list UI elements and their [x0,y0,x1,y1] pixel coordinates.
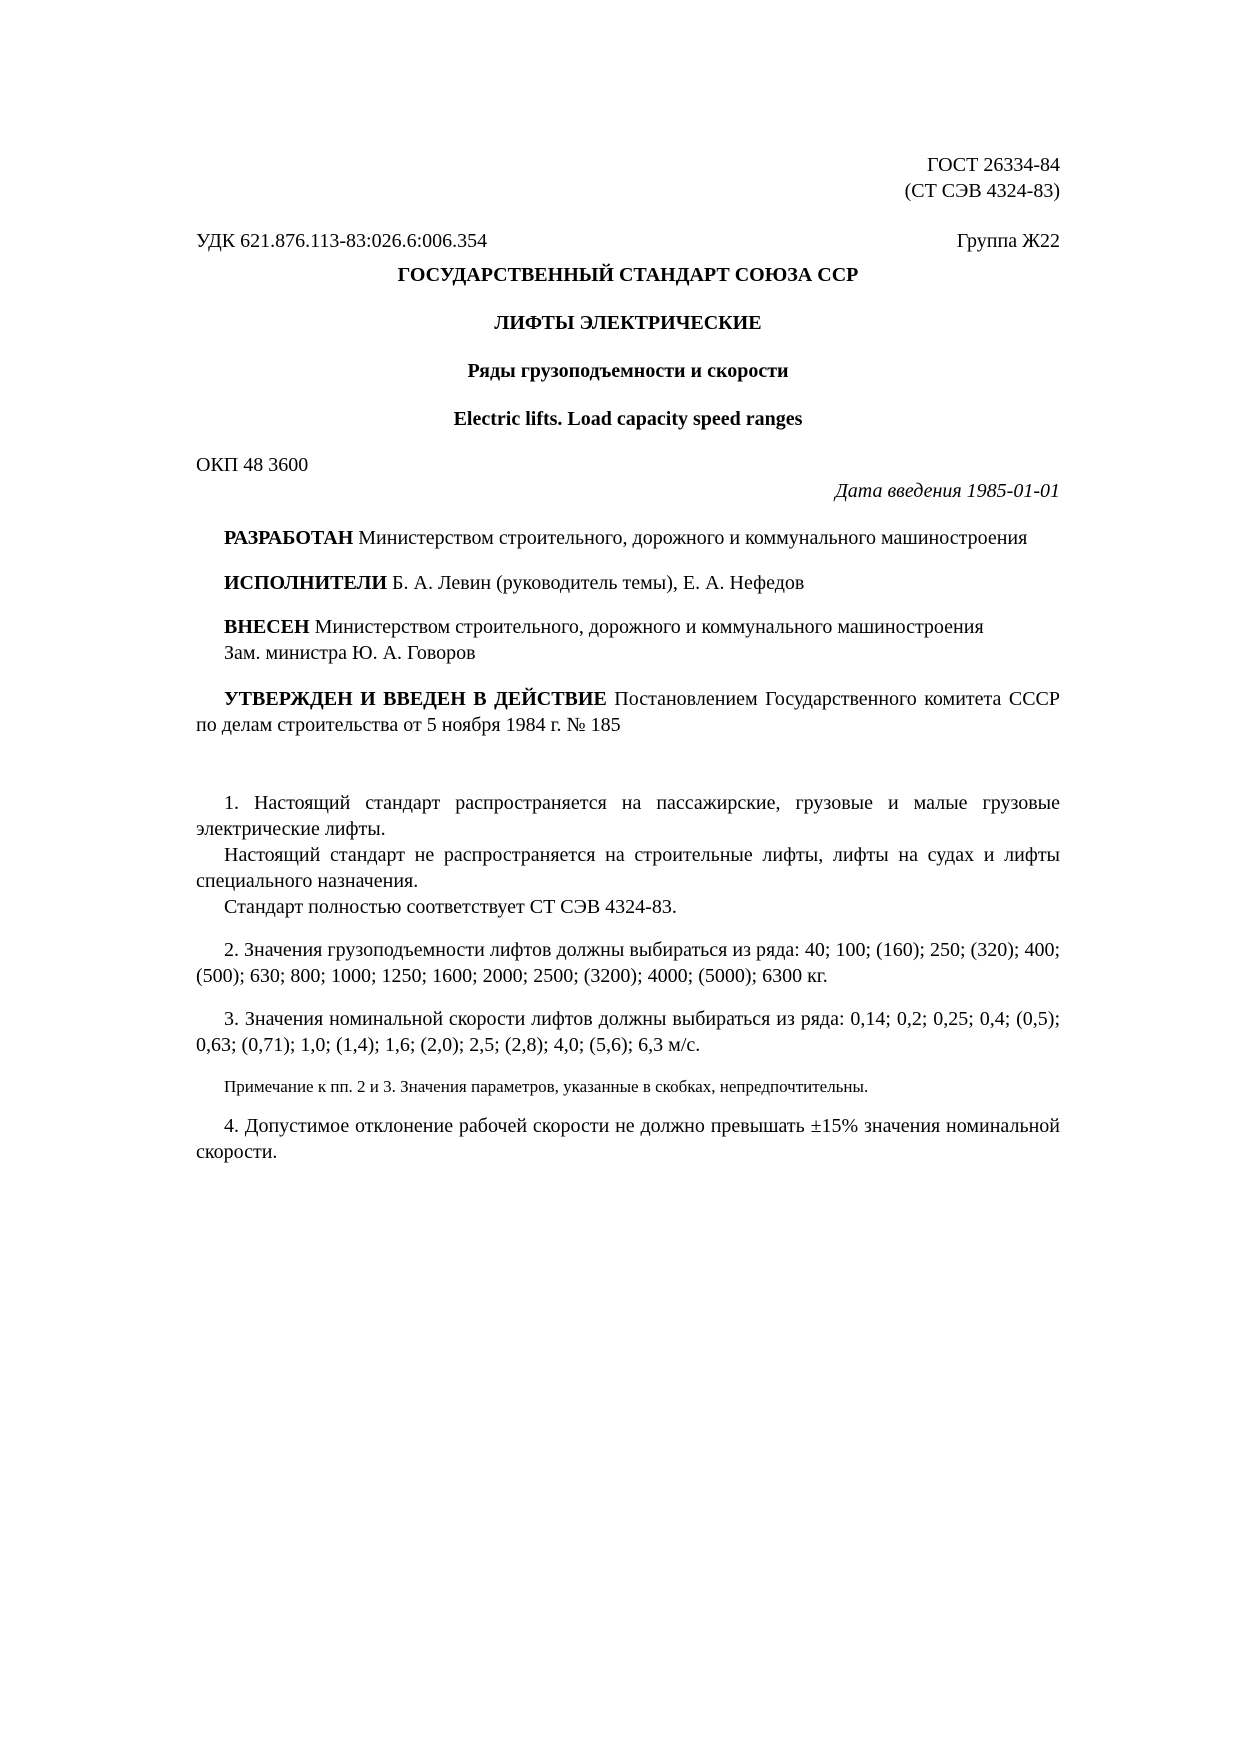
clause-1-conformity-paragraph: Стандарт полностью соответствует СТ СЭВ 4324-83. [224,896,677,918]
approved-text: Постановлением Государственного комитета СССР по делам строительства от 5 ноября 1984 г. № 185 [196,688,1061,736]
executors-paragraph [196,570,1060,596]
submitted-text: Министерством строительного, дорожного и коммунального машиностроения [314,616,984,638]
okp-code: ОКП 48 3600 [196,454,309,476]
udk-code: УДК 621.876.113-83:026.6:006.354 [196,230,488,252]
developed-label: РАЗРАБОТАН [224,527,354,549]
executors-label: ИСПОЛНИТЕЛИ [224,572,388,594]
group-code: Группа Ж22 [956,230,1060,252]
clause-4-paragraph: 4. Допустимое отклонение рабочей скорости не должно превышать ±15% значения номинальной скорости. [196,1115,1060,1163]
standard-title: ГОСУДАРСТВЕННЫЙ СТАНДАРТ СОЮЗА ССР [397,264,859,286]
st-sev-number: (СТ СЭВ 4324-83) [904,180,1060,202]
clause-3-paragraph: 3. Значения номинальной скорости лифтов должны выбираться из ряда: 0,14; 0,2; 0,25; 0,4; (0,5); 0,63; (0,71); 1,0; (1,4); 1,6; (2,0); 2,5; (2,8); 4,0; (5,6); 6,3 м/с. [196,1008,1060,1056]
doc-reference-block [196,152,1060,204]
submitted-deputy-line: Зам. министра Ю. А. Говоров [224,642,476,664]
executors-text: Б. А. Левин (руководитель темы), Е. А. Нефедов [392,572,805,594]
gost-number: ГОСТ 26334-84 [927,154,1060,176]
subtitle-en: Electric lifts. Load capacity speed ranges [453,408,803,430]
clause-1-scope-exclusion-paragraph: Настоящий стандарт не распространяется на строительные лифты, лифты на судах и лифты специального назначения. [196,844,1060,892]
developed-paragraph [196,525,1060,551]
effective-date: Дата введения 1985-01-01 [835,480,1060,502]
subtitle-ru: Ряды грузоподъемности и скорости [467,360,789,382]
udk-row [196,228,1060,254]
submitted-label: ВНЕСЕН [224,616,310,638]
approved-paragraph [196,686,1060,738]
submitted-paragraph [196,614,1060,640]
developed-text: Министерством строительного, дорожного и коммунального машиностроения [358,527,1028,549]
clause-1-paragraph: 1. Настоящий стандарт распространяется на пассажирские, грузовые и малые грузовые электрические лифты. [196,792,1060,840]
approved-label: УТВЕРЖДЕН И ВВЕДЕН В ДЕЙСТВИЕ [224,688,607,710]
note-paragraph: Примечание к пп. 2 и 3. Значения параметров, указанные в скобках, непредпочтительны. [224,1077,869,1096]
clause-2-paragraph: 2. Значения грузоподъемности лифтов должны выбираться из ряда: 40; 100; (160); 250; (320); 400; (500); 630; 800; 1000; 1250; 1600; 2000; 2500; (3200); 4000; (5000); 6300 кг. [196,939,1060,987]
subject-title: ЛИФТЫ ЭЛЕКТРИЧЕСКИЕ [494,312,762,334]
